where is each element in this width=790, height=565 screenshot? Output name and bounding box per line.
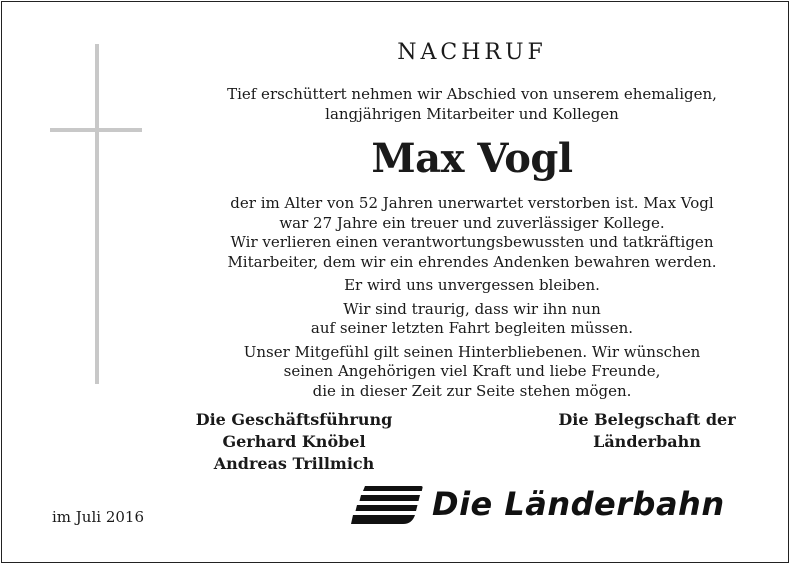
body-text — [192, 194, 752, 405]
paragraph — [192, 276, 752, 296]
laenderbahn-logo-icon — [347, 482, 425, 528]
text-line: seinen Angehörigen viel Kraft und liebe Freunde, — [283, 362, 661, 380]
signature-line: Länderbahn — [593, 432, 701, 451]
text-line: der im Alter von 52 Jahren unerwartet verstorben ist. Max Vogl — [230, 194, 714, 212]
text-line: Wir sind traurig, dass wir ihn nun — [343, 299, 601, 318]
text-line: Mitarbeiter, dem wir ein ehrendes Andenken bewahren werden. — [227, 252, 717, 271]
intro-line: Tief erschüttert nehmen wir Abschied von unserem ehemaligen, — [227, 85, 717, 103]
deceased-name: Max Vogl — [371, 135, 573, 182]
text-line: auf seiner letzten Fahrt begleiten müssen. — [310, 319, 634, 337]
date: im Juli 2016 — [52, 508, 144, 526]
intro-text — [192, 84, 752, 124]
signature-staff — [547, 409, 747, 453]
paragraph — [192, 194, 752, 272]
signature-management — [194, 409, 394, 475]
company-logo — [347, 482, 747, 528]
paragraph — [192, 343, 752, 402]
text-line: war 27 Jahre ein treuer und zuverlässiger Kollege. — [279, 213, 665, 232]
obituary-notice — [1, 1, 789, 563]
signature-line: Andreas Trillmich — [213, 454, 375, 473]
text-line: Er wird uns unvergessen bleiben. — [344, 276, 600, 294]
headline: NACHRUF — [397, 40, 547, 65]
cross-icon-horizontal — [50, 128, 142, 132]
cross-icon-vertical — [95, 44, 99, 384]
signature-line: Die Geschäftsführung — [195, 410, 393, 429]
paragraph — [192, 300, 752, 339]
signature-line: Gerhard Knöbel — [222, 432, 366, 451]
text-line: die in dieser Zeit zur Seite stehen mögen. — [312, 381, 632, 400]
intro-line: langjährigen Mitarbeiter und Kollegen — [325, 105, 619, 123]
text-line: Unser Mitgefühl gilt seinen Hinterbliebenen. Wir wünschen — [243, 342, 701, 361]
signature-line: Die Belegschaft der — [558, 410, 736, 429]
logo-text: Die Länderbahn — [432, 485, 725, 523]
text-line: Wir verlieren einen verantwortungsbewussten und tatkräftigen — [230, 233, 714, 251]
